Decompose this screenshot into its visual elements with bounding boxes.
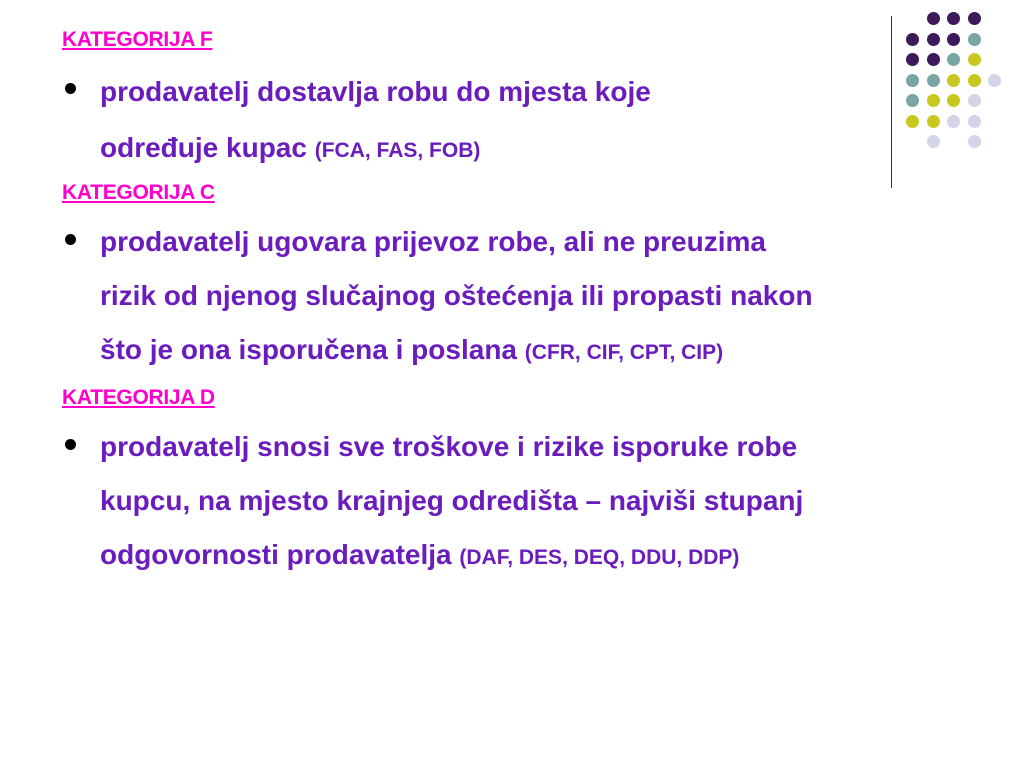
heading-text: KATEGORIJA F	[62, 28, 213, 51]
item-line: prodavatelj dostavlja robu do mjesta koje	[100, 76, 651, 107]
heading-text: KATEGORIJA C	[62, 181, 215, 204]
item-line: rizik od njenog slučajnog oštećenja ili propasti nakon	[100, 280, 813, 311]
section-heading-f	[62, 28, 972, 52]
decorative-dot	[968, 12, 981, 25]
section-heading-d	[62, 386, 972, 410]
item-line: kupcu, na mjesto krajnjeg odredišta – najviši stupanj	[100, 485, 804, 516]
item-line: prodavatelj ugovara prijevoz robe, ali ne preuzima	[100, 226, 766, 257]
bullet-item-d	[62, 420, 972, 585]
item-line: prodavatelj snosi sve troškove i rizike isporuke robe	[100, 431, 798, 462]
item-line-last	[100, 323, 972, 380]
bullet-item-f	[62, 64, 972, 179]
decorative-dot	[947, 12, 960, 25]
item-line-last	[100, 120, 972, 179]
slide-content	[62, 28, 972, 585]
section-heading-c	[62, 181, 972, 205]
bullet-icon	[65, 83, 76, 94]
decorative-dot	[927, 12, 940, 25]
item-line-text: odgovornosti prodavatelja	[100, 539, 452, 570]
item-line-text: što je ona isporučena i poslana	[100, 334, 517, 365]
bullet-icon	[65, 234, 76, 245]
incoterm-codes: (CFR, CIF, CPT, CIP)	[524, 341, 724, 364]
bullet-icon	[65, 439, 76, 450]
item-line-text: određuje kupac	[100, 132, 307, 163]
item-line-last	[100, 528, 972, 585]
heading-text: KATEGORIJA D	[62, 386, 215, 409]
incoterm-codes: (FCA, FAS, FOB)	[314, 139, 481, 162]
incoterm-codes: (DAF, DES, DEQ, DDU, DDP)	[459, 546, 740, 569]
bullet-item-c	[62, 215, 972, 380]
decorative-dot	[988, 74, 1001, 87]
